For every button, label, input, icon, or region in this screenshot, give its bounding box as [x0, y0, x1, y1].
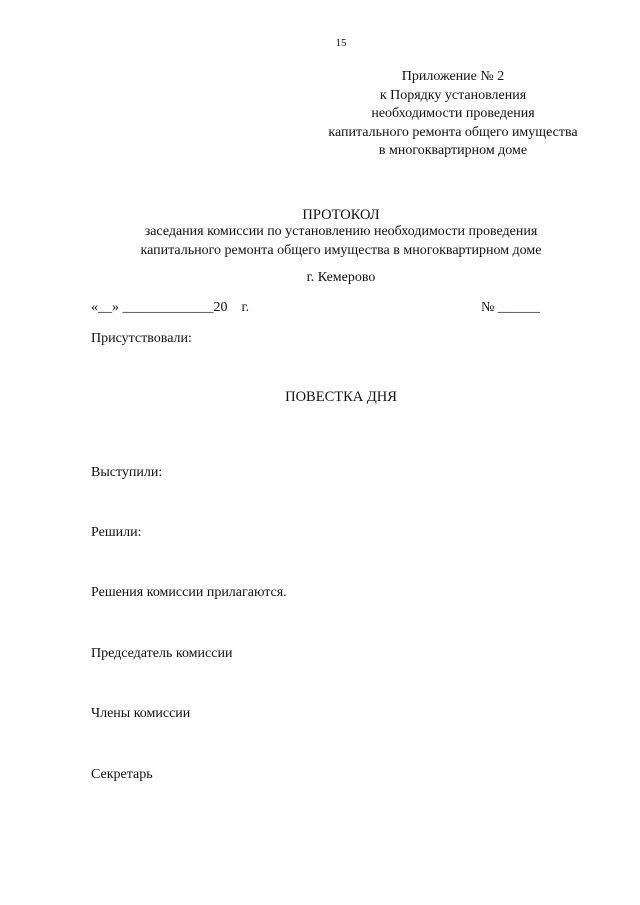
subtitle-line: заседания комиссии по установлению необходимости проведения — [144, 224, 538, 239]
agenda-heading: ПОВЕСТКА ДНЯ — [285, 389, 397, 405]
appendix-line: Приложение № 2 — [401, 69, 505, 84]
decisions-attached-text: Решения комиссии прилагаются. — [91, 585, 287, 600]
date-field: «__» _____________20 г. — [91, 300, 250, 315]
present-label: Присутствовали: — [91, 331, 192, 346]
members-label: Члены комиссии — [91, 706, 191, 721]
decided-label: Решили: — [91, 525, 142, 540]
document-subtitle — [0, 223, 640, 260]
city: г. Кемерово — [306, 270, 376, 285]
subtitle-line: капитального ремонта общего имущества в многоквартирном доме — [140, 242, 542, 258]
document-title: ПРОТОКОЛ — [302, 207, 380, 223]
secretary-label: Секретарь — [91, 767, 153, 782]
appendix-line: необходимости проведения — [371, 106, 535, 121]
page-number: 15 — [335, 37, 347, 49]
chairman-label: Председатель комиссии — [91, 646, 233, 661]
speakers-label: Выступили: — [91, 465, 163, 480]
appendix-line: капитального ремонта общего имущества — [328, 124, 578, 140]
appendix-line: в многоквартирном доме — [378, 143, 528, 158]
protocol-number-field: № ______ — [481, 300, 540, 315]
appendix-header — [300, 68, 606, 161]
appendix-line: к Порядку установления — [379, 87, 527, 103]
